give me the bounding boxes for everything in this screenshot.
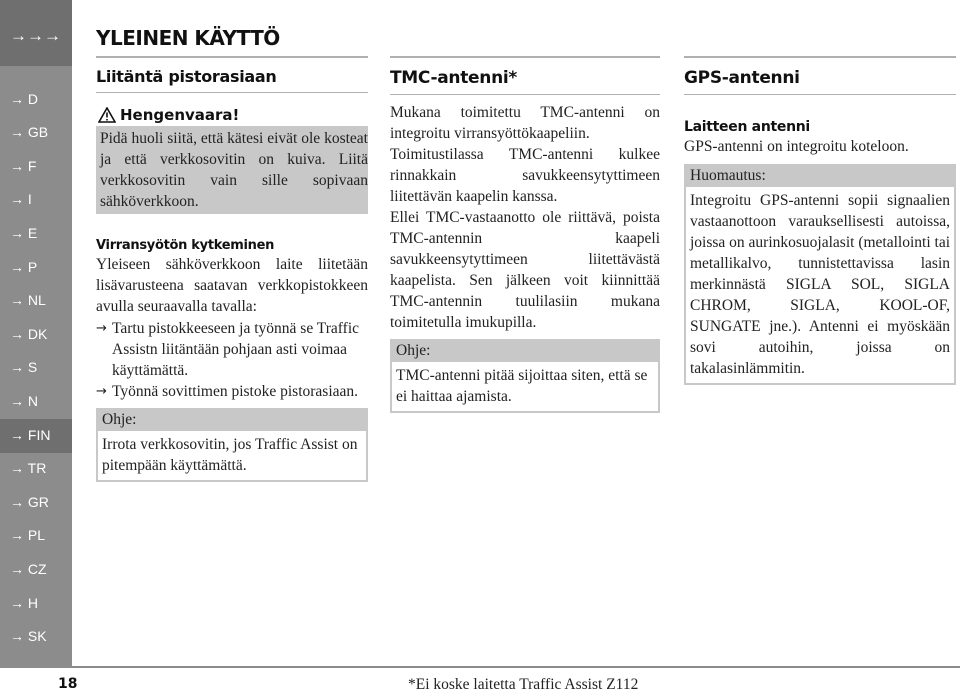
arrow-icon: → — [96, 384, 107, 399]
sidebar-item-h[interactable]: → H — [10, 595, 38, 611]
paragraph: Ellei TMC-vastaanotto ole riittävä, poista TMC-antennin kaapeli savukkeensytyttimeen liitettävästä kaapelista. Sen jälkeen voit kiinnittää TMC-antennin tuulilasiin mukana toimitetulla imukupilla. — [390, 209, 660, 331]
header-rule-col3 — [684, 56, 956, 58]
sidebar-item-gr[interactable]: → GR — [10, 494, 49, 510]
paragraph: Mukana toimitettu TMC-antenni on integroitu virransyöttökaapeliin. — [390, 104, 660, 142]
section-title: TMC-antenni* — [390, 68, 517, 88]
sidebar-item-fin[interactable]: → FIN — [0, 419, 72, 453]
warning-title: Hengenvaara! — [120, 106, 240, 124]
sidebar-item-tr[interactable]: → TR — [10, 460, 47, 476]
list-item — [96, 318, 368, 381]
top-arrows: →→→ — [0, 0, 72, 66]
page-title: YLEINEN KÄYTTÖ — [96, 26, 280, 50]
sidebar-item-gb[interactable]: → GB — [10, 124, 49, 140]
sidebar-item-dk[interactable]: → DK — [10, 326, 48, 342]
intro-paragraph: Yleiseen sähköverkkoon laite liitetään lisävarusteena saatavan verkkopistokkeen avulla seuraavalla tavalla: — [96, 256, 368, 315]
sidebar-item-e[interactable]: → E — [10, 225, 38, 241]
header-rule-col1 — [96, 56, 368, 58]
language-sidebar — [0, 0, 72, 666]
warning-block — [96, 106, 368, 214]
arrow-icon: → — [96, 321, 107, 336]
section-rule — [684, 94, 956, 95]
page-number: 18 — [58, 676, 78, 692]
note-box — [96, 408, 368, 482]
warning-triangle-icon — [98, 107, 116, 123]
note-title: Huomautus: — [686, 166, 954, 187]
subsection-title: Laitteen antenni — [684, 119, 810, 135]
list-item — [96, 381, 368, 402]
note-title: Ohje: — [98, 410, 366, 431]
footer-rule — [0, 666, 960, 668]
sidebar-item-nl[interactable]: → NL — [10, 292, 46, 308]
section-title: GPS-antenni — [684, 68, 800, 88]
note-title: Ohje: — [392, 341, 658, 362]
sidebar-item-n[interactable]: → N — [10, 393, 38, 409]
section-title: Liitäntä pistorasiaan — [96, 67, 277, 86]
sidebar-item-f[interactable]: → F — [10, 158, 37, 174]
section-rule — [96, 92, 368, 93]
step-text: Tartu pistokkeeseen ja työnnä se Traffic Assistn liitäntään pohjaan asti voimaa käyttämättä. — [112, 320, 360, 379]
column-tmc-antenna — [390, 66, 660, 413]
paragraph: GPS-antenni on integroitu koteloon. — [684, 138, 909, 155]
warning-text: Pidä huoli siitä, että kätesi eivät ole kosteat ja että verkkosovitin on kuiva. Liitä verkkosovitin vain sille sopivaan sähköverkkoon. — [96, 126, 368, 214]
sidebar-item-d[interactable]: → D — [10, 91, 38, 107]
sidebar-item-i[interactable]: → I — [10, 191, 32, 207]
header-rule-col2 — [390, 56, 660, 58]
footnote: *Ei koske laitetta Traffic Assist Z112 — [408, 676, 639, 692]
paragraph: Toimitustilassa TMC-antenni kulkee rinnakkain savukkeensytyttimeen liitettävän kaapelin kanssa. — [390, 146, 660, 205]
sidebar-item-pl[interactable]: → PL — [10, 527, 46, 543]
section-rule — [390, 94, 660, 95]
step-text: Työnnä sovittimen pistoke pistorasiaan. — [112, 383, 359, 400]
note-text: Integroitu GPS-antenni sopii signaalien vastaanottoon varauksellisesti autoissa, joissa on aurinkosuojalasit (metallointi tai metallikalvo, tunnistettavissa lasin merkinnästä SIGLA SOL, SIGLA CHROM, SIGLA, KOOL-OF, SUNGATE jne.). Antenni ei myöskään sovi autoihin, joissa on takalasinlämmitin. — [690, 192, 951, 377]
sidebar-item-cz[interactable]: → CZ — [10, 561, 47, 577]
sidebar-item-p[interactable]: → P — [10, 259, 38, 275]
subsection-title: Virransyötön kytkeminen — [96, 238, 275, 253]
column-power-connection — [96, 66, 368, 482]
warning-header — [96, 106, 368, 124]
note-box — [390, 339, 660, 413]
sidebar-item-sk[interactable]: → SK — [10, 628, 47, 644]
note-text: TMC-antenni pitää sijoittaa siten, että se ei haittaa ajamista. — [396, 367, 648, 405]
note-text: Irrota verkkosovitin, jos Traffic Assist on pitempään käyttämättä. — [102, 436, 358, 474]
column-gps-antenna — [684, 66, 956, 385]
note-box — [684, 164, 956, 385]
page-header — [72, 0, 960, 66]
sidebar-item-s[interactable]: → S — [10, 359, 38, 375]
